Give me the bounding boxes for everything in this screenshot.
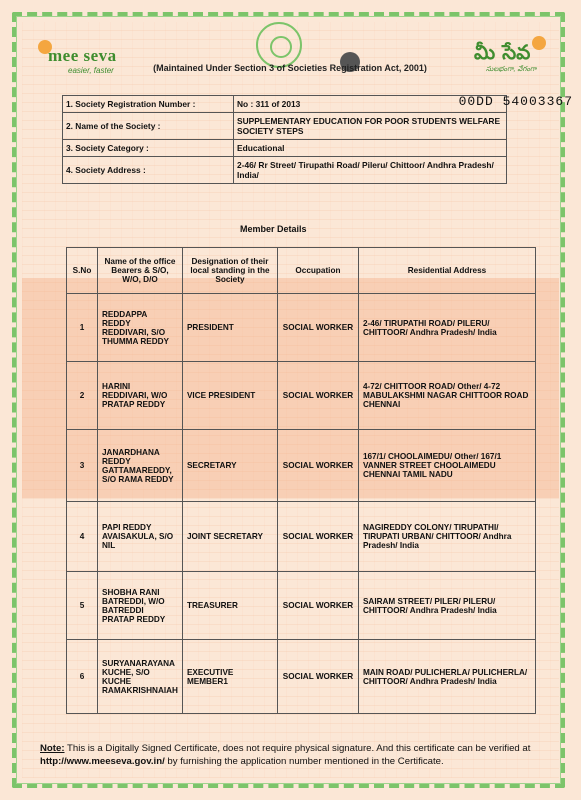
col-designation: Designation of their local standing in the Society (182, 248, 277, 294)
cell-designation: PRESIDENT (182, 294, 277, 362)
society-info-table (62, 93, 573, 184)
cell-designation: JOINT SECRETARY (182, 502, 277, 572)
cell-designation: SECRETARY (182, 430, 277, 502)
meeseva-logo-left (38, 40, 130, 80)
info-row (63, 140, 507, 157)
cell-occupation: SOCIAL WORKER (277, 430, 358, 502)
registration-number: No : 311 of 2013 (237, 99, 301, 109)
cell-name: HARINI REDDIVARI, W/O PRATAP REDDY (98, 362, 183, 430)
meeseva-logo-right (470, 38, 560, 78)
info-row (63, 96, 507, 113)
col-address: Residential Address (358, 248, 535, 294)
logo-left-name: mee seva (48, 46, 117, 65)
cell-occupation: SOCIAL WORKER (277, 362, 358, 430)
info-label: 3. Society Category : (63, 140, 234, 157)
certificate-number: 00DD 54003367 (458, 93, 573, 109)
cell-name: JANARDHANA REDDY GATTAMAREDDY, S/O RAMA REDDY (98, 430, 183, 502)
info-value (234, 93, 573, 113)
cell-occupation: SOCIAL WORKER (277, 640, 358, 714)
col-name: Name of the office Bearers & S/O, W/O, D/O (98, 248, 183, 294)
cell-sno: 3 (67, 430, 98, 502)
cell-occupation: SOCIAL WORKER (277, 294, 358, 362)
cell-occupation: SOCIAL WORKER (277, 572, 358, 640)
cell-address: 2-46/ TIRUPATHI ROAD/ PILERU/ CHITTOOR/ Andhra Pradesh/ India (358, 294, 535, 362)
cell-address: 4-72/ CHITTOOR ROAD/ Other/ 4-72 MABULAKSHMI NAGAR CHITTOOR ROAD CHENNAI (358, 362, 535, 430)
logo-right-tagline: సులభంగా, వేగంగా (486, 66, 537, 73)
info-value: SUPPLEMENTARY EDUCATION FOR POOR STUDENTS WELFARE SOCIETY STEPS (234, 113, 507, 140)
cell-address: SAIRAM STREET/ PILER/ PILERU/ CHITTOOR/ Andhra Pradesh/ India (358, 572, 535, 640)
info-label: 1. Society Registration Number : (63, 96, 234, 113)
col-sno: S.No (67, 248, 98, 294)
info-value: Educational (234, 140, 507, 157)
cell-occupation: SOCIAL WORKER (277, 502, 358, 572)
cell-address: NAGIREDDY COLONY/ TIRUPATHI/ TIRUPATI URBAN/ CHITTOOR/ Andhra Pradesh/ India (358, 502, 535, 572)
table-row (67, 430, 536, 502)
cell-name: SURYANARAYANA KUCHE, S/O KUCHE RAMAKRISHNAIAH (98, 640, 183, 714)
logo-left-tagline: easier, faster (68, 66, 114, 75)
info-value: 2-46/ Rr Street/ Tirupathi Road/ Pileru/ Chittoor/ Andhra Pradesh/ India/ (234, 157, 507, 184)
cell-sno: 1 (67, 294, 98, 362)
state-emblem-icon (256, 22, 302, 68)
table-row (67, 502, 536, 572)
cell-sno: 6 (67, 640, 98, 714)
table-row (67, 362, 536, 430)
note-text-after: by furnishing the application number mentioned in the Certificate. (164, 756, 444, 767)
cell-name: REDDAPPA REDDY REDDIVARI, S/O THUMMA REDDY (98, 294, 183, 362)
table-row (67, 294, 536, 362)
cell-name: PAPI REDDY AVAISAKULA, S/O NIL (98, 502, 183, 572)
verification-link[interactable]: http://www.meeseva.gov.in/ (40, 756, 165, 767)
cell-designation: EXECUTIVE MEMBER1 (182, 640, 277, 714)
info-row (63, 113, 507, 140)
member-details-table (66, 247, 536, 714)
cell-address: 167/1/ CHOOLAIMEDU/ Other/ 167/1 VANNER STREET CHOOLAIMEDU CHENNAI TAMIL NADU (358, 430, 535, 502)
maintained-under-text: (Maintained Under Section 3 of Societies Registration Act, 2001) (153, 63, 427, 73)
cell-sno: 5 (67, 572, 98, 640)
col-occupation: Occupation (277, 248, 358, 294)
cell-address: MAIN ROAD/ PULICHERLA/ PULICHERLA/ CHITTOOR/ Andhra Pradesh/ India (358, 640, 535, 714)
smiley-icon (532, 36, 546, 50)
cell-designation: VICE PRESIDENT (182, 362, 277, 430)
table-row (67, 640, 536, 714)
table-row (67, 572, 536, 640)
note-label: Note: (40, 743, 65, 754)
logo-right-name: మీ సేవ (474, 40, 531, 64)
info-label: 4. Society Address : (63, 157, 234, 184)
cell-sno: 4 (67, 502, 98, 572)
cell-sno: 2 (67, 362, 98, 430)
verification-note (40, 742, 545, 768)
info-row (63, 157, 507, 184)
note-text-before: This is a Digitally Signed Certificate, does not require physical signature. And this certificate can be verified at (64, 743, 531, 754)
cell-name: SHOBHA RANI BATREDDI, W/O BATREDDI PRATAP REDDY (98, 572, 183, 640)
cell-designation: TREASURER (182, 572, 277, 640)
table-header-row (67, 248, 536, 294)
member-details-title: Member Details (240, 224, 307, 234)
info-label: 2. Name of the Society : (63, 113, 234, 140)
